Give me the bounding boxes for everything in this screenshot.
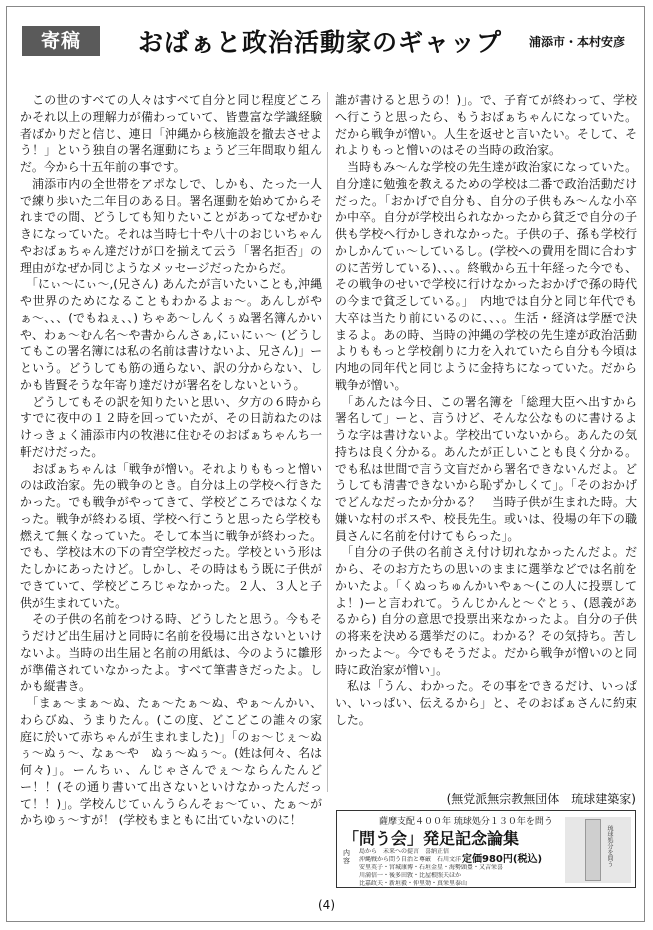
page-number: (4) bbox=[318, 898, 335, 912]
ad-title: 「問う会」発足記念論集 bbox=[343, 829, 520, 848]
page-title: おばぁと政治活動家のギャップ bbox=[138, 28, 503, 57]
book-advertisement bbox=[336, 810, 636, 888]
book-spine-text: 琉球処分を問う bbox=[606, 825, 613, 867]
paragraph: 「自分の子供の名前さえ付け切れなかったんだよ。だから、そのお方たちの思いのままに選挙などでは名前をかいたよ。「くぬっちゅんかいやぁ〜(この人に投票してよ！)ーと言われて。うんじかんと〜ぐとぅ、(恩義があるから) 自分の意思で投票出来なかったよ。自分の子供の将来を決める選挙だのに。わかる？その気持ち。苦しかったよ〜。今でもそうだよ。だから戦争が憎いのと同時に政治家が憎い」。 bbox=[335, 545, 637, 677]
paragraph: どうしてもその訳を知りたいと思い、夕方の６時からすでに夜中の１２時を回っていたが、その日訪ねたのはけっきょく浦添市内の牧港に住むそのおばぁちゃんち一軒だけだった。 bbox=[20, 394, 322, 459]
ad-contents-line: 島から 未来への提言 喜納正信 bbox=[359, 848, 450, 855]
paragraph: この世のすべての人々はすべて自分と同じ程度どころかそれ以上の理解力が備わっていて、皆豊富な学識経験者ばかりだと信じ、連日「沖縄から核施設を撤去させよう！」という独自の署名運動にちょうど三年間取り組んだ。今から十五年前の事です。 bbox=[20, 93, 322, 174]
author-affiliation: (無党派無宗教無団体 琉球建築家) bbox=[446, 792, 636, 806]
author-byline: 浦添市・本村安彦 bbox=[528, 35, 625, 49]
paragraph: 私は「うん、わかった。その事をできるだけ、いっぱい、いっぱい、伝えるから」と、そのおばぁさんに約束した。 bbox=[335, 679, 637, 727]
ad-contents-label: 内容 bbox=[343, 849, 350, 865]
column-divider bbox=[327, 92, 328, 792]
article-column-left bbox=[20, 92, 322, 829]
ad-contents-line: 沖縄戦から問う自治と尊厳 石川文洋 bbox=[359, 856, 462, 863]
paragraph: 「まぁ〜まぁ〜ぬ、たぁ〜たぁ〜ぬ、やぁ〜んかい、わらびぬ、うまりたん。(この度、どこどこの誰々の家庭に於いて赤ちゃんが生まれました)」「のぉ〜じぇ〜ぬぅ〜ぬぅ〜、なぁ〜や ぬぅ〜ぬぅ〜。(姓は何々、名は何々)」。ーんちぃ、んじゃさんでぇ〜ならんたんどー！！(その通り書いて出さないといけなかったんだって！！)」。学校んじてぃんうらんそぉ〜てぃ、たぁ〜がかちゆぅ〜すが！ (学校もまともに出ていないのに！ bbox=[20, 696, 322, 828]
contribution-badge: 寄稿 bbox=[22, 26, 100, 56]
paragraph: 浦添市内の全世帯をアポなしで、しかも、たった一人で練り歩いた二年目のある日。署名運動を始めてからそれまでの間、どうしても知りたいことがあってなぜかむきになっていた。それは当時七十や八十のおじいちゃんやおばぁちゃん達だけが口を揃えて云う「署名拒否」の理由がなぜか同じようなメッセージだったからだ。 bbox=[20, 176, 322, 275]
paragraph: 当時もみ〜んな学校の先生達が政治家になっていた。自分達に勉強を教えるための学校は二番で政治活動だけだった。「おかげで自分も、自分の子供もみ〜んな小卒か中卒。自分が学校出られなかったから貧乏で自分の子供も学校へ行かしきれなかった。子供の子、孫も学校行かしかんてぃ〜しているし。(学校への費用を間に合わすのに苦労している)、、、。終戦から五十年経った今でも、その戦争のせいで学校に行けなかったおかげで孫の時代の今まで貧乏している。」 内地では自分と同じ年代でも大卒は当たり前にいるのに、、、。生活・経済は学歴で決まるよ。あの時、当時の沖縄の学校の先生達が政治活動よりももっと学校創りに力を入れていたら自分も今頃は内地の同年代と同じように金持ちになっていた。だから戦争が憎い。 bbox=[335, 160, 637, 392]
ad-tagline: 薩摩支配４００年 琉球処分１３０年を問う bbox=[379, 817, 553, 827]
ad-contents-line: 安里英子・宮城康博・石垣金星・海勢頭豊・又吉栄喜 bbox=[359, 864, 504, 871]
paragraph: 誰が書けると思うの！)」。で、子育てが終わって、学校へ行こうと思ったら、もうおばぁちゃんになっていた。だから戦争が憎い。人生を返せと言いたい。そして、それよりもっと憎いのはその当時の政治家。 bbox=[335, 93, 637, 158]
paragraph: 「あんたは今日、この署名簿を「総理大臣へ出すから署名して」ーと、言うけど、そんな公なものに書けるような字は書けないよ。学校出ていないから。あんたの気持ちは良く分かる。あんたが正しいことも良く分かる。でも私は世間で言う文盲だから署名できないんだよ。どうしても清書できないから恥ずかしくて」。「そのおかげでどんなだったか分かる？ 当時子供が生まれた時。大嫌いな村のボスや、校長先生。或いは、役場の年下の職員さんに名前を付けてもらった」。 bbox=[335, 394, 637, 543]
book-cover-image bbox=[565, 817, 631, 883]
ad-price: 定価980円(税込) bbox=[462, 854, 543, 865]
ad-contents-line: 川満信一・後多田敦・比屋根照夫ほか bbox=[359, 872, 462, 879]
book-spine bbox=[585, 819, 601, 881]
article-header bbox=[20, 26, 635, 66]
paragraph: その子供の名前をつける時、どうしたと思う。今もそうだけど出生届けと同時に名前を役場に出さないといけないよ。当時の出生届と名前の用紙は、今のように雛形が準備されていなかったよ。すべて筆書きだったよ。しかも縦書き。 bbox=[20, 612, 322, 694]
ad-contents-line: 比嘉政夫・新垣毅・仲里効・真栄里泰山 bbox=[359, 880, 468, 887]
article-column-right bbox=[335, 92, 637, 729]
paragraph: 「にぃ〜にぃ〜,(兄さん) あんたが言いたいことも,沖縄や世界のためになることもわかるよぉ〜。あんしがやぁ〜、、、(でもねぇ、、) ちゃあ〜しんくぅぬ署名簿んかいや、わぁ〜むん名〜や書からんさぁ,にぃにぃ〜 (どうしてもこの署名簿には私の名前は書けないよ、兄さん)」ーという。どうしても筋の通らない、訳の分からない、しかも皆賢そうな年寄り達だけが署名をしないという。 bbox=[20, 277, 322, 392]
paragraph: おばぁちゃんは「戦争が憎い。それよりももっと憎いのは政治家。先の戦争のとき。自分は上の学校へ行きたかった。でも戦争がやってきて、学校どころではなくなった。戦争が終わる頃、学校へ行こうと思ったら学校も燃えて無くなっていた。そして本当に戦争が終わった。でも、学校は木の下の青空学校だった。学校という形はたしかにあったけど。しかし、その時はもう既に子供ができていて、学校どころじゃなかった。２人、３人と子供が生まれていた。 bbox=[20, 461, 322, 610]
